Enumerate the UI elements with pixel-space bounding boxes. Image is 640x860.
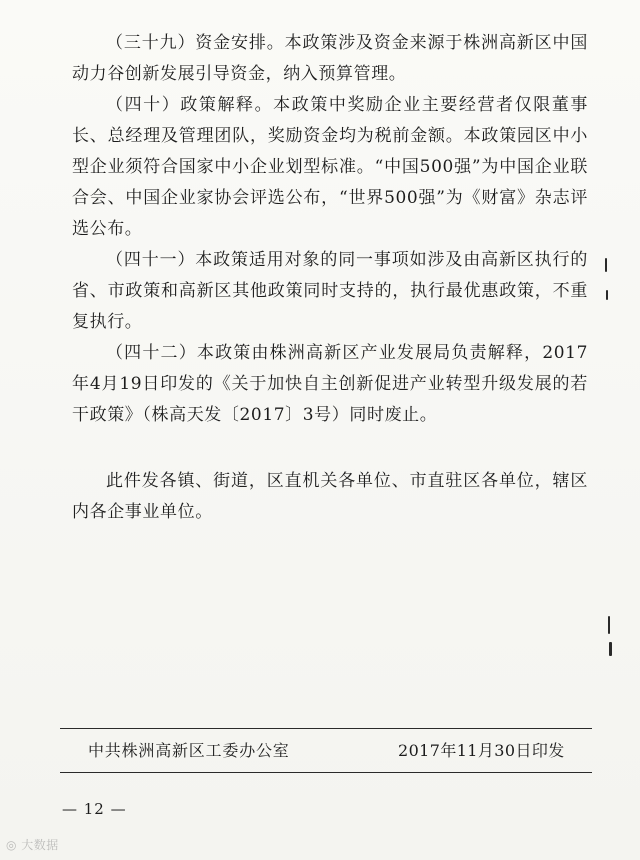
scan-mark — [608, 616, 610, 634]
watermark-icon: ◎ — [6, 838, 22, 852]
footer-rule-bottom — [60, 772, 592, 773]
distribution-note: 此件发各镇、街道，区直机关各单位、市直驻区各单位，辖区内各企事业单位。 — [72, 471, 588, 522]
paragraph-funding: （三十九）资金安排。本政策涉及资金来源于株洲高新区中国动力谷创新发展引导资金，纳入预算管理。 — [72, 33, 588, 84]
paragraph-responsibility: （四十二）本政策由株洲高新区产业发展局负责解释，2017年4月19日印发的《关于加快自主创新促进产业转型升级发展的若干政策》（株高天发〔2017〕3号）同时废止。 — [72, 343, 588, 425]
footer-rule-top — [60, 728, 592, 729]
paragraph-applicability: （四十一）本政策适用对象的同一事项如涉及由高新区执行的省、市政策和高新区其他政策同时支持的，执行最优惠政策，不重复执行。 — [72, 250, 588, 332]
scan-mark — [605, 258, 607, 272]
scan-mark — [606, 290, 608, 300]
policy-body — [72, 28, 588, 431]
paragraph-interpretation: （四十）政策解释。本政策中奖励企业主要经营者仅限董事长、总经理及管理团队，奖励资金均为税前金额。本政策园区中小型企业须符合国家中小企业划型标准。“中国500强”为中国企业联合会、中国企业家协会评选公布，“世界500强”为《财富》杂志评选公布。 — [72, 95, 588, 239]
page-number: — 12 — — [62, 800, 127, 818]
scan-mark — [609, 642, 612, 656]
issue-date: 2017年11月30日印发 — [398, 741, 565, 760]
watermark-text: 大数据 — [21, 838, 59, 852]
watermark — [6, 836, 59, 853]
issuing-office: 中共株洲高新区工委办公室 — [88, 741, 290, 760]
